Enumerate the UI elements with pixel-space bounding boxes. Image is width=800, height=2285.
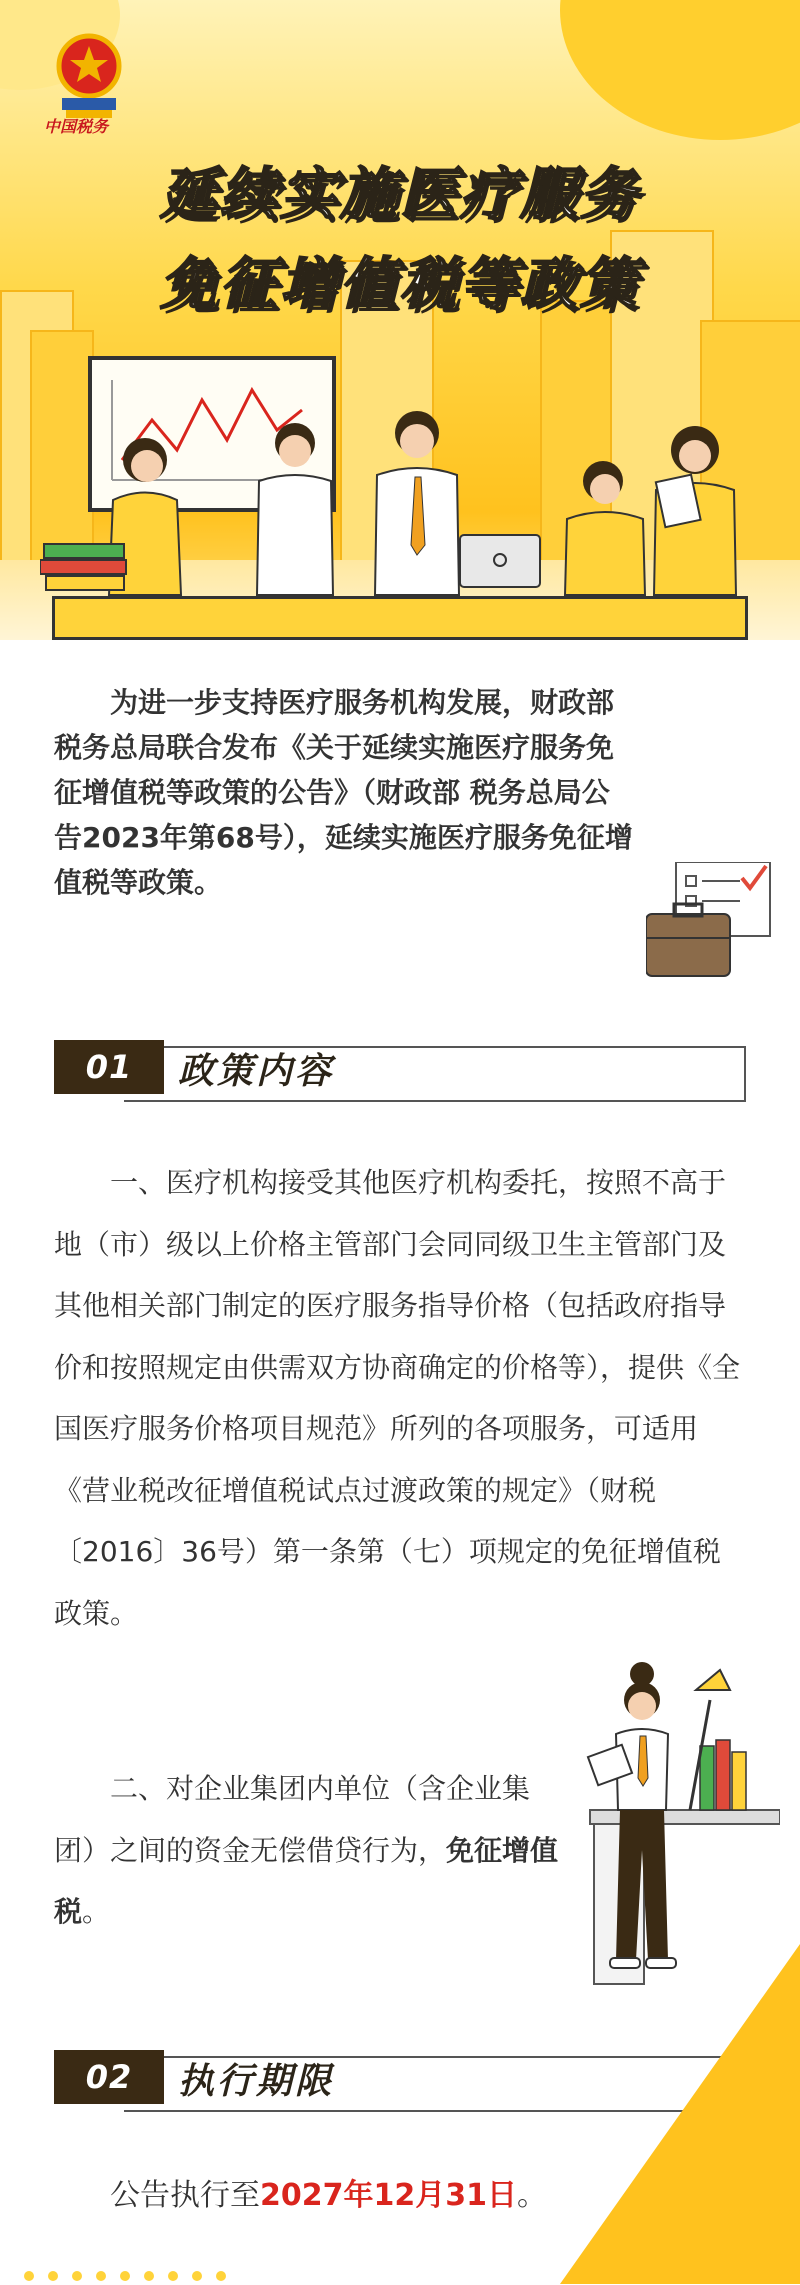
- deadline-date: 2027年12月31日: [260, 2178, 517, 2213]
- logo-text: 中国税务: [44, 117, 109, 136]
- policy-text-2-suffix: 。: [82, 1895, 111, 1928]
- deadline-prefix: 公告执行至: [110, 2178, 260, 2213]
- laptop-icon: [450, 530, 550, 600]
- decor-corner: [560, 1944, 800, 2284]
- policy-paragraph-1: [54, 1152, 746, 1644]
- deadline-text: [110, 2170, 547, 2214]
- decor-dots: [24, 2266, 240, 2276]
- section-header-policy: [54, 1040, 750, 1100]
- books-stack-icon: [40, 540, 130, 600]
- woman-desk-lamp-icon: [580, 1660, 780, 1990]
- desk: [52, 596, 748, 640]
- policy-text-1: 一、医疗机构接受其他医疗机构委托，按照不高于地（市）级以上价格主管部门会同同级卫生主管部门及其他相关部门制定的医疗服务指导价格（包括政府指导价和按照规定由供需双方协商确定的价格等），提供《全国医疗服务价格项目规范》所列的各项服务，可适用《营业税改征增值税试点过渡政策的规定》（财税〔2016〕36号）第一条第（七）项规定的免征增值税政策。: [54, 1166, 741, 1630]
- person-man-glasses-icon: [245, 415, 345, 600]
- page-title-line1: 延续实施医疗服务: [160, 162, 640, 227]
- person-woman-right-icon: [640, 420, 750, 600]
- hero-banner: [0, 0, 800, 640]
- page-title-line2: 免征增值税等政策: [160, 252, 640, 317]
- section-number: 02: [54, 2050, 164, 2104]
- policy-text-2-prefix: 二、对企业集团内单位（含企业集团）之间的资金无偿借贷行为，: [54, 1772, 531, 1867]
- section-title: 政策内容: [178, 1051, 335, 1092]
- checklist-briefcase-icon: [646, 862, 774, 982]
- decor-blob: [560, 0, 800, 140]
- section-number: 01: [54, 1040, 164, 1094]
- policy-paragraph-2: [54, 1758, 564, 1943]
- intro-paragraph: [54, 680, 744, 905]
- section-title: 执行期限: [178, 2061, 335, 2102]
- policy-text-2-bold: 免征增值税: [54, 1833, 559, 1928]
- policy-text-2: [54, 1758, 564, 1943]
- building: [30, 330, 94, 574]
- deadline-suffix: 。: [517, 2178, 547, 2213]
- intro-text: 为进一步支持医疗服务机构发展，财政部税务总局联合发布《关于延续实施医疗服务免征增值税等政策的公告》（财政部 税务总局公告2023年第68号），延续实施医疗服务免征增值税等政策。: [54, 686, 633, 899]
